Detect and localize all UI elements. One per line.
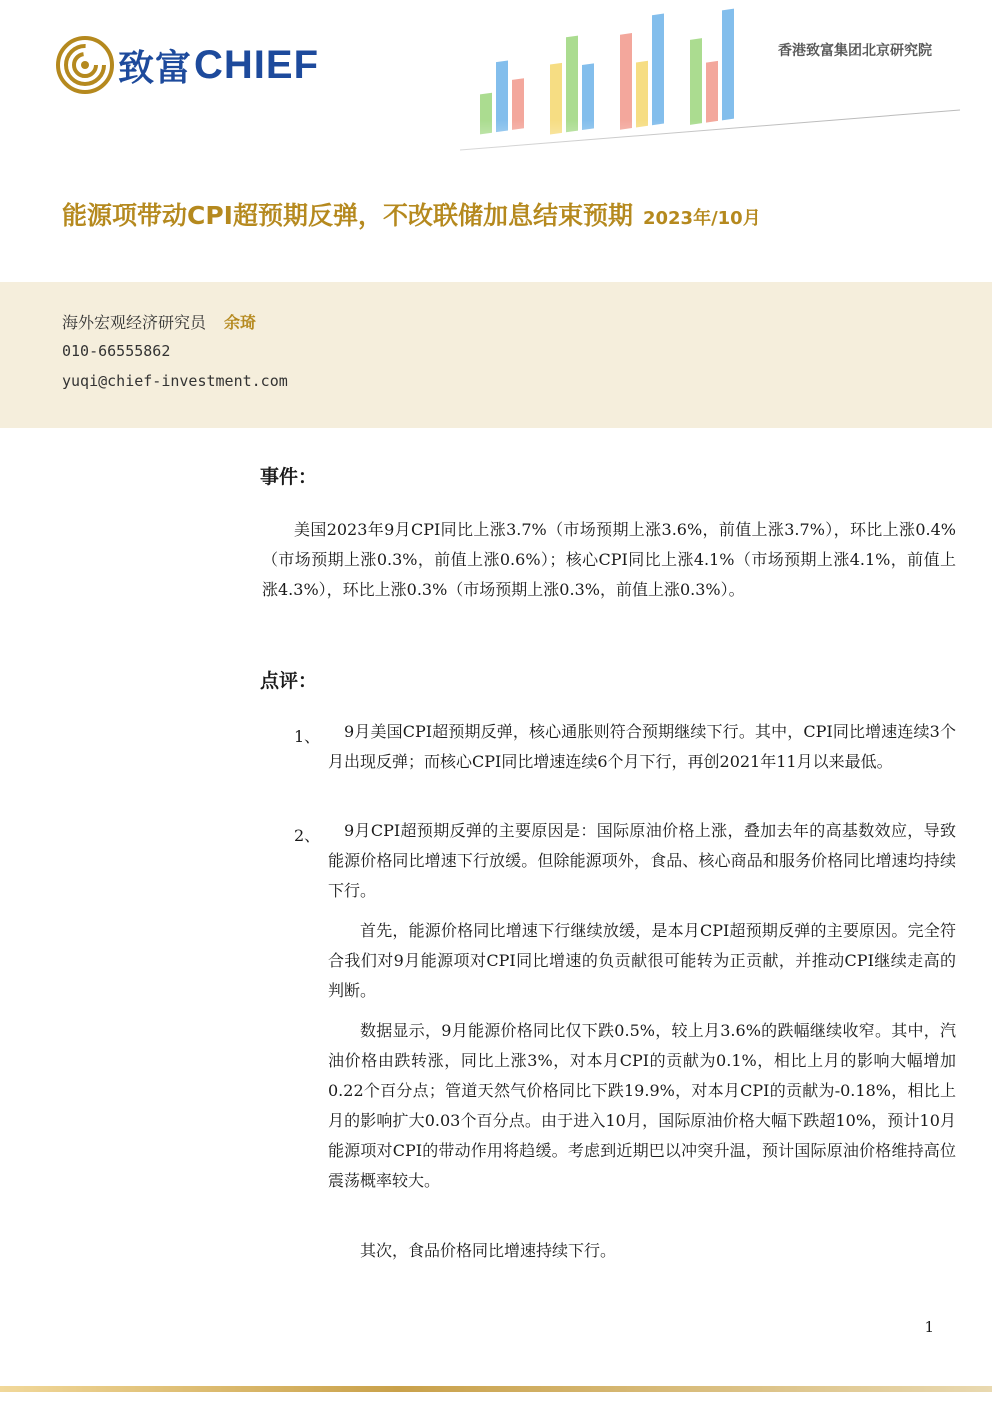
body-paragraph: 数据显示，9月能源价格同比仅下跌0.5%，较上月3.6%的跌幅继续收窄。其中，汽油价格由跌转涨，同比上涨3%，对本月CPI的贡献为0.1%，相比上月的影响大幅增加0.22个百分点；管道天然气价格同比下跌19.9%，对本月CPI的贡献为-0.18%，相比上月的影响扩大0.03个百分点。由于进入10月，国际原油价格大幅下跌超10%，预计10月能源项对CPI的带动作用将趋缓。考虑到近期巴以冲突升温，预计国际原油价格维持高位震荡概率较大。 bbox=[328, 1021, 956, 1190]
report-title bbox=[62, 196, 761, 232]
report-date: 2023年/10月 bbox=[642, 208, 761, 229]
author-name: 余琦 bbox=[224, 313, 257, 332]
author-email[interactable]: yuqi@chief-investment.com bbox=[62, 372, 288, 390]
company-logo bbox=[56, 36, 319, 94]
review-heading: 点评： bbox=[260, 670, 318, 692]
logo-english-text: CHIEF bbox=[194, 42, 320, 87]
event-paragraph: 美国2023年9月CPI同比上涨3.7%（市场预期上涨3.6%，前值上涨3.7%），环比上涨0.4%（市场预期上涨0.3%，前值上涨0.6%）；核心CPI同比上涨4.1%（市场预期上涨4.1%，前值上涨4.3%），环比上涨0.3%（市场预期上涨0.3%，前值上涨0.3%）。 bbox=[262, 520, 956, 599]
title-text: 能源项带动CPI超预期反弹，不改联储加息结束预期 bbox=[62, 201, 633, 230]
list-item-number: 1、 bbox=[294, 727, 321, 746]
report-header bbox=[0, 0, 992, 280]
chief-logo-icon bbox=[56, 36, 114, 94]
body-paragraph: 其次，食品价格同比增速持续下行。 bbox=[360, 1241, 617, 1260]
institute-name: 香港致富集团北京研究院 bbox=[778, 43, 932, 59]
page-number: 1 bbox=[924, 1318, 934, 1336]
logo-chinese-text: 致富 bbox=[118, 47, 193, 89]
decorative-bar-chart-image bbox=[440, 0, 992, 190]
author-role: 海外宏观经济研究员 bbox=[62, 313, 207, 332]
author-info-band bbox=[0, 282, 992, 428]
list-item: 9月美国CPI超预期反弹，核心通胀则符合预期继续下行。其中，CPI同比增速连续3个月出现反弹；而核心CPI同比增速连续6个月下行，再创2021年11月以来最低。 bbox=[328, 722, 956, 771]
list-item: 9月CPI超预期反弹的主要原因是：国际原油价格上涨，叠加去年的高基数效应，导致能源价格同比增速下行放缓。但除能源项外，食品、核心商品和服务价格同比增速均持续下行。 bbox=[328, 821, 956, 900]
body-paragraph: 首先，能源价格同比增速下行继续放缓，是本月CPI超预期反弹的主要原因。完全符合我们对9月能源项对CPI同比增速的负贡献很可能转为正贡献，并推动CPI继续走高的判断。 bbox=[328, 921, 956, 1000]
list-item-number: 2、 bbox=[294, 826, 321, 845]
author-role-line bbox=[62, 310, 256, 333]
footer-divider bbox=[0, 1386, 992, 1392]
author-phone: 010-66555862 bbox=[62, 342, 171, 360]
event-heading: 事件： bbox=[260, 466, 318, 488]
